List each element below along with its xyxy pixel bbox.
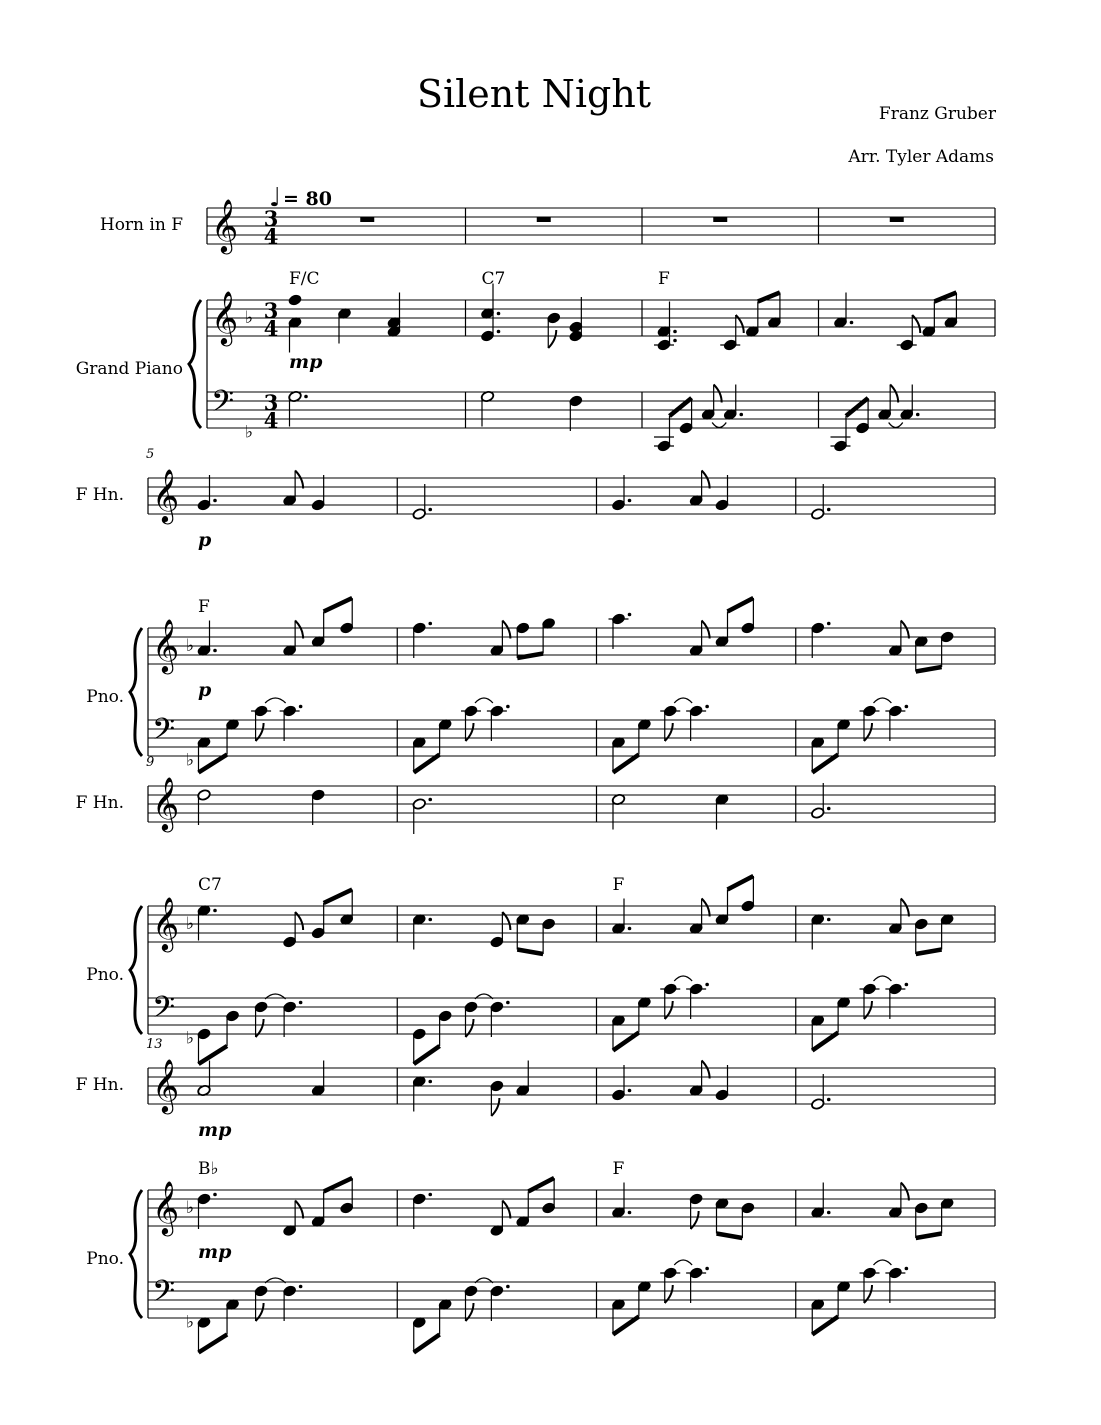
beam <box>728 598 754 612</box>
flag <box>714 385 722 403</box>
flag <box>502 621 510 639</box>
bass-clef-icon: 𝄢 <box>152 713 176 754</box>
flag <box>295 1201 303 1219</box>
piano-label: Pno. <box>86 687 124 707</box>
flat-icon: ♭ <box>186 914 195 934</box>
beam <box>916 950 942 955</box>
beam <box>324 1178 353 1192</box>
beam <box>728 876 754 890</box>
chord-symbol: F <box>612 875 625 895</box>
flag <box>702 621 710 639</box>
flag <box>901 621 909 639</box>
tie <box>874 698 892 703</box>
piano-brace <box>130 628 142 756</box>
beam <box>916 667 942 672</box>
augmentation-dot <box>739 413 743 417</box>
augmentation-dot <box>827 1098 831 1102</box>
quarter-note-icon: ♩ <box>269 183 282 213</box>
dynamic-marking: mp <box>289 351 323 373</box>
measure-number: 9 <box>146 755 155 770</box>
augmentation-dot <box>213 649 217 653</box>
augmentation-dot <box>213 909 217 913</box>
piano-label: Grand Piano <box>75 359 183 379</box>
augmentation-dot <box>827 807 831 811</box>
chord-symbol: F/C <box>289 269 320 289</box>
chord-symbol: C7 <box>481 269 506 289</box>
flag <box>548 330 556 348</box>
treble-clef-icon: 𝄞 <box>152 776 180 830</box>
bass-clef-icon: 𝄢 <box>152 1275 176 1316</box>
whole-rest <box>537 217 551 222</box>
arranger-label: Arr. Tyler Adams <box>848 147 994 167</box>
flag <box>295 621 303 639</box>
treble-clef-icon: 𝄞 <box>152 1058 180 1112</box>
beam <box>916 1234 942 1239</box>
beam <box>613 1033 639 1051</box>
flat-icon: ♭ <box>186 750 195 771</box>
beam <box>199 755 228 773</box>
chord-symbol: C7 <box>198 875 222 895</box>
flat-icon: ♭ <box>186 1198 195 1218</box>
tie <box>265 698 286 703</box>
flat-icon: ♭ <box>186 1028 195 1049</box>
notehead <box>288 294 302 306</box>
flag <box>295 471 303 489</box>
whole-rest <box>890 217 904 222</box>
flat-icon: ♭ <box>245 422 254 443</box>
augmentation-dot <box>628 927 632 931</box>
flat-icon: ♭ <box>186 1312 195 1333</box>
flat-icon: ♭ <box>186 636 195 656</box>
time-signature-top: 3 <box>263 390 279 415</box>
augmentation-dot <box>428 1193 432 1197</box>
beam <box>613 1317 639 1335</box>
augmentation-dot <box>705 1267 709 1271</box>
horn-label: Horn in F <box>99 215 183 235</box>
flat-icon: ♭ <box>245 308 254 328</box>
bass-clef-icon: 𝄢 <box>211 385 235 426</box>
dynamic-marking: p <box>198 679 212 701</box>
augmentation-dot <box>428 798 432 802</box>
time-signature-top: 3 <box>263 206 279 231</box>
beam <box>324 890 353 904</box>
piano-brace <box>130 906 142 1034</box>
flag <box>890 385 898 403</box>
chord-symbol: F <box>198 597 210 617</box>
augmentation-dot <box>905 705 909 709</box>
treble-clef-icon: 𝄞 <box>211 198 239 252</box>
beam <box>414 755 440 773</box>
augmentation-dot <box>428 508 432 512</box>
dynamic-marking: p <box>198 529 212 551</box>
flag <box>491 1098 499 1116</box>
piano-brace <box>189 300 201 428</box>
beam <box>717 1234 743 1239</box>
augmentation-dot <box>850 321 854 325</box>
tie <box>712 423 726 428</box>
dynamic-marking: mp <box>198 1119 232 1141</box>
beam <box>199 1335 228 1353</box>
piano-brace <box>130 1190 142 1318</box>
horn-label: F Hn. <box>75 1075 124 1095</box>
augmentation-dot <box>497 330 501 334</box>
dynamic-marking: mp <box>198 1241 232 1263</box>
augmentation-dot <box>628 1089 632 1093</box>
augmentation-dot <box>673 330 677 334</box>
time-signature-bottom: 4 <box>263 408 279 433</box>
augmentation-dot <box>428 918 432 922</box>
flag <box>702 899 710 917</box>
augmentation-dot <box>673 339 677 343</box>
augmentation-dot <box>304 395 308 399</box>
augmentation-dot <box>299 1001 303 1005</box>
treble-clef-icon: 𝄞 <box>152 468 180 522</box>
augmentation-dot <box>827 622 831 626</box>
augmentation-dot <box>905 983 909 987</box>
time-signature-bottom: 4 <box>263 224 279 249</box>
tie <box>874 976 892 981</box>
beam <box>517 654 543 659</box>
beam <box>812 1317 838 1335</box>
tie <box>874 1260 892 1265</box>
time-signature-top: 3 <box>263 298 279 323</box>
augmentation-dot <box>827 918 831 922</box>
augmentation-dot <box>506 1001 510 1005</box>
augmentation-dot <box>916 413 920 417</box>
piano-label: Pno. <box>86 965 124 985</box>
augmentation-dot <box>628 499 632 503</box>
augmentation-dot <box>705 983 709 987</box>
beam <box>199 1046 228 1064</box>
augmentation-dot <box>905 1267 909 1271</box>
beam <box>528 1178 554 1192</box>
augmentation-dot <box>299 705 303 709</box>
treble-clef-icon: 𝄞 <box>152 618 180 672</box>
augmentation-dot <box>213 1193 217 1197</box>
augmentation-dot <box>506 1285 510 1289</box>
horn-label: F Hn. <box>75 793 124 813</box>
score-title: Silent Night <box>416 72 652 116</box>
augmentation-dot <box>428 1080 432 1084</box>
augmentation-dot <box>705 705 709 709</box>
beam <box>517 950 543 955</box>
tie <box>475 698 493 703</box>
augmentation-dot <box>497 312 501 316</box>
beam <box>613 755 639 773</box>
treble-clef-icon: 𝄞 <box>152 1180 180 1234</box>
bass-clef-icon: 𝄢 <box>152 991 176 1032</box>
augmentation-dot <box>213 499 217 503</box>
whole-rest <box>713 217 727 222</box>
beam <box>414 1335 440 1353</box>
piano-label: Pno. <box>86 1249 124 1269</box>
tie <box>889 423 903 428</box>
horn-label: F Hn. <box>75 485 124 505</box>
flag <box>901 899 909 917</box>
tie <box>674 1260 692 1265</box>
time-signature-bottom: 4 <box>263 316 279 341</box>
tie <box>674 976 692 981</box>
chord-symbol: B♭ <box>198 1159 219 1179</box>
flag <box>702 471 710 489</box>
beam <box>812 1033 838 1051</box>
measure-number: 13 <box>146 1037 163 1052</box>
flag <box>502 1201 510 1219</box>
chord-symbol: F <box>658 269 670 289</box>
chord-symbol: F <box>612 1159 625 1179</box>
augmentation-dot <box>299 1285 303 1289</box>
tempo-marking: = 80 <box>283 188 332 210</box>
beam <box>324 598 353 612</box>
whole-rest <box>360 217 374 222</box>
treble-clef-icon: 𝄞 <box>152 896 180 950</box>
music-systems <box>76 183 995 1353</box>
composer-label: Franz Gruber <box>878 104 996 124</box>
augmentation-dot <box>428 622 432 626</box>
beam <box>414 1046 440 1064</box>
flag <box>702 1061 710 1079</box>
augmentation-dot <box>628 1211 632 1215</box>
augmentation-dot <box>506 705 510 709</box>
augmentation-dot <box>628 613 632 617</box>
beam <box>812 755 838 773</box>
augmentation-dot <box>827 508 831 512</box>
tie <box>674 698 692 703</box>
augmentation-dot <box>827 1211 831 1215</box>
measure-number: 5 <box>146 447 155 462</box>
flag <box>901 1183 909 1201</box>
treble-clef-icon: 𝄞 <box>211 290 239 344</box>
